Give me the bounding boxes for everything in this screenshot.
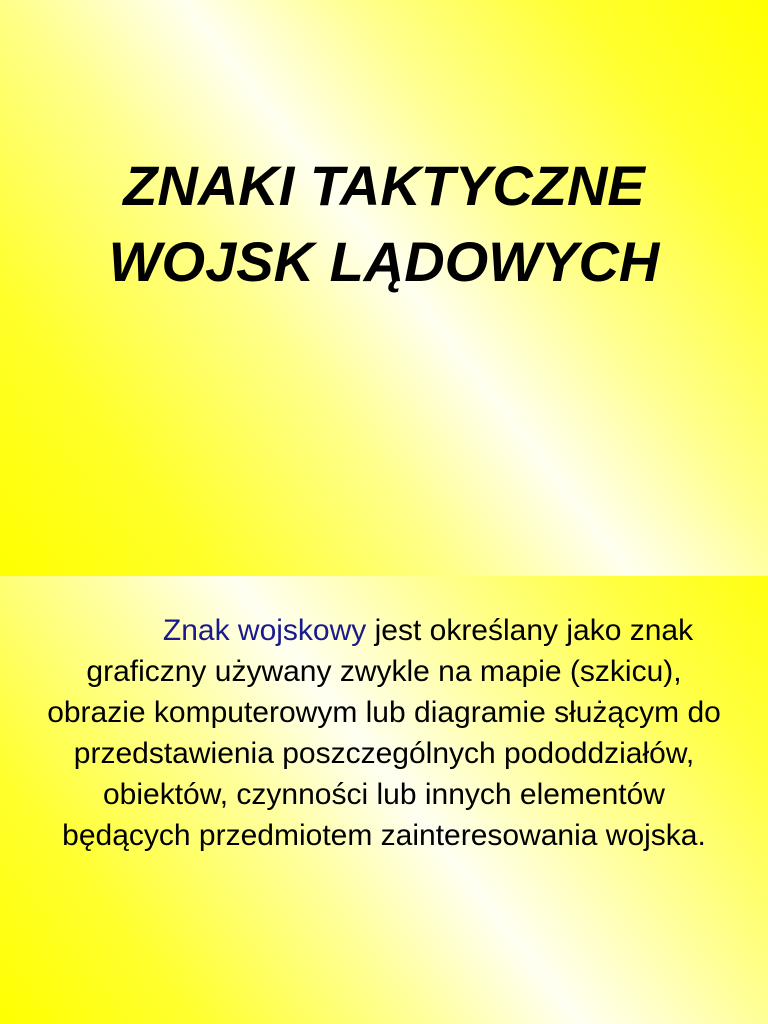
slide-title bbox=[0, 148, 768, 300]
definition-paragraph bbox=[40, 610, 728, 856]
definition-slide bbox=[0, 576, 768, 1024]
defined-term: Znak wojskowy bbox=[162, 614, 367, 647]
title-line-1: ZNAKI TAKTYCZNE bbox=[123, 154, 645, 217]
title-line-2: WOJSK LĄDOWYCH bbox=[108, 230, 660, 293]
definition-text: jest określany jako znak graficzny używany zwykle na mapie (szkicu), obrazie komputerowym lub diagramie służącym do przedstawienia poszczególnych pododdziałów, obiektów, czynności lub innych elementów będących przedmiotem zainteresowania wojska. bbox=[47, 614, 721, 852]
